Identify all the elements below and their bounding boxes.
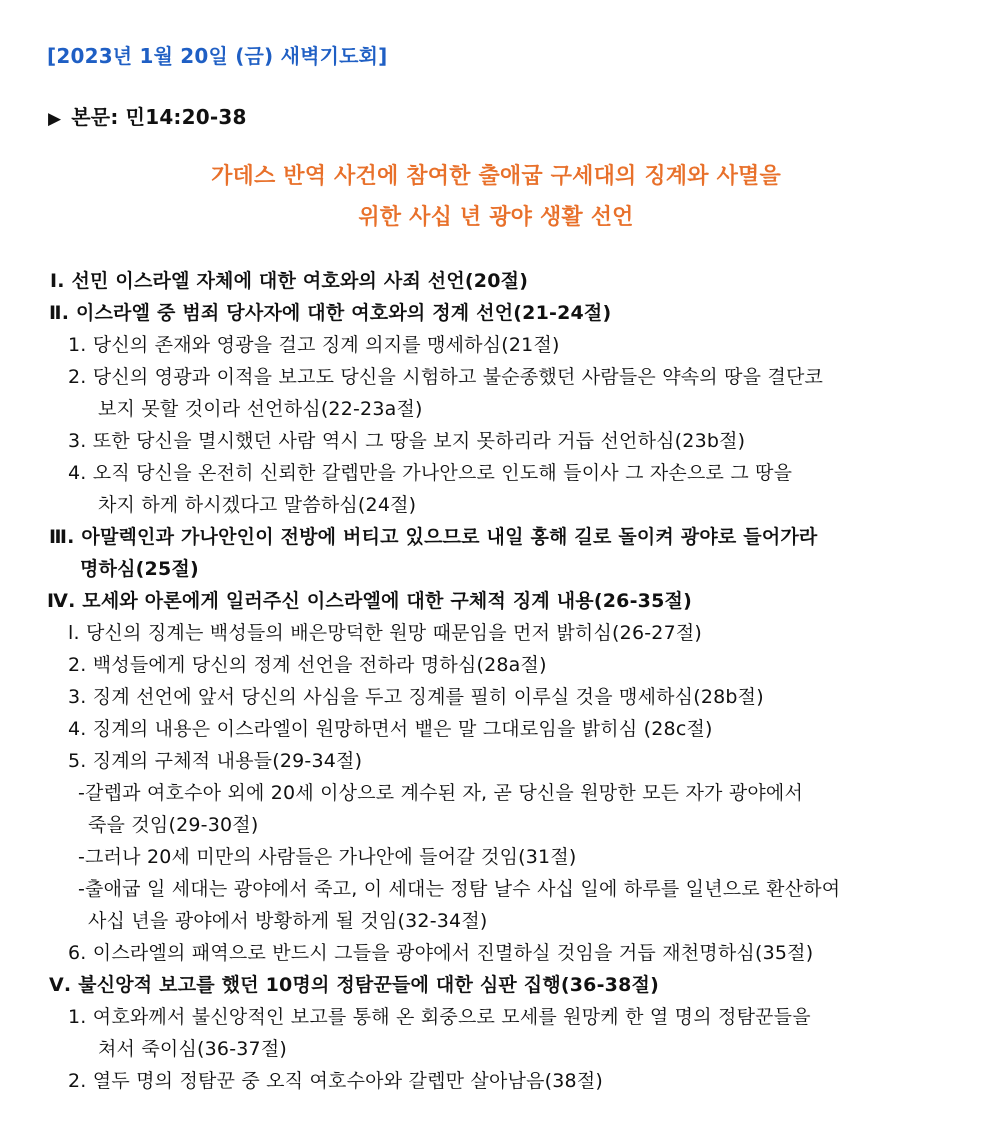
text-reference <box>48 105 247 131</box>
outline-item: 2. 열두 명의 정탐꾼 중 오직 여호수아와 갈렙만 살아남음(38절) <box>68 1070 603 1092</box>
outline-heading-1: Ⅰ. 선민 이스라엘 자체에 대한 여호와의 사죄 선언(20절) <box>50 270 529 292</box>
outline-item: 4. 징계의 내용은 이스라엘이 원망하면서 뱉은 말 그대로임을 밝히심 (28c절) <box>68 718 713 740</box>
sermon-title-line-1: 가데스 반역 사건에 참여한 출애굽 구세대의 징계와 사멸을 <box>211 164 781 189</box>
outline-heading-4: Ⅳ. 모세와 아론에게 일러주신 이스라엘에 대한 구체적 징계 내용(26-35절) <box>47 590 692 612</box>
text-reference-label: 본문: 민14:20-38 <box>71 105 247 129</box>
outline-item-continued: 차지 하게 하시겠다고 말씀하심(24절) <box>98 494 417 516</box>
outline-heading-5: Ⅴ. 불신앙적 보고를 했던 10명의 정탐꾼들에 대한 심판 집행(36-38절) <box>49 974 659 996</box>
outline-item: 4. 오직 당신을 온전히 신뢰한 갈렙만을 가나안으로 인도해 들이사 그 자손으로 그 땅을 <box>68 462 793 484</box>
outline-item: 3. 또한 당신을 멸시했던 사람 역시 그 땅을 보지 못하리라 거듭 선언하심(23b절) <box>68 430 746 452</box>
outline-subitem: -그러나 20세 미만의 사람들은 가나안에 들어갈 것임(31절) <box>78 846 577 868</box>
outline-subitem-continued: 사십 년을 광야에서 방황하게 될 것임(32-34절) <box>88 910 488 932</box>
outline-item: 5. 징계의 구체적 내용들(29-34절) <box>68 750 363 772</box>
outline-item-continued: 보지 못할 것이라 선언하심(22-23a절) <box>98 398 423 420</box>
outline-item: 2. 당신의 영광과 이적을 보고도 당신을 시험하고 불순종했던 사람들은 약속의 땅을 결단코 <box>68 366 824 388</box>
outline-item: 3. 징계 선언에 앞서 당신의 사심을 두고 징계를 필히 이루실 것을 맹세하심(28b절) <box>68 686 764 708</box>
outline-heading-3: Ⅲ. 아말렉인과 가나안인이 전방에 버티고 있으므로 내일 홍해 길로 돌이켜 광야로 들어가라 <box>49 526 818 548</box>
outline-item: 2. 백성들에게 당신의 정계 선언을 전하라 명하심(28a절) <box>68 654 547 676</box>
outline-item: 1. 당신의 존재와 영광을 걸고 징계 의지를 맹세하심(21절) <box>68 334 560 356</box>
triangle-right-icon: ▶ <box>48 109 62 129</box>
outline-item: 1. 여호와께서 불신앙적인 보고를 통해 온 회중으로 모세를 원망케 한 열 명의 정탐꾼들을 <box>68 1006 811 1028</box>
outline-subitem: -출애굽 일 세대는 광야에서 죽고, 이 세대는 정탐 날수 사십 일에 하루를 일년으로 환산하여 <box>78 878 841 900</box>
outline-subitem-continued: 죽을 것임(29-30절) <box>88 814 259 836</box>
outline-heading-2: Ⅱ. 이스라엘 중 범죄 당사자에 대한 여호와의 정계 선언(21-24절) <box>49 302 612 324</box>
outline-item: 6. 이스라엘의 패역으로 반드시 그들을 광야에서 진멸하실 것임을 거듭 재천명하심(35절) <box>68 942 814 964</box>
document-header: [2023년 1월 20일 (금) 새벽기도회] <box>47 44 388 68</box>
outline-item: l. 당신의 징계는 백성들의 배은망덕한 원망 때문임을 먼저 밝히심(26-27절) <box>68 622 703 644</box>
outline-item-continued: 쳐서 죽이심(36-37절) <box>98 1038 287 1060</box>
outline-subitem: -갈렙과 여호수아 외에 20세 이상으로 계수된 자, 곧 당신을 원망한 모든 자가 광야에서 <box>78 782 804 804</box>
outline-heading-continued: 명하심(25절) <box>80 558 199 580</box>
sermon-title-line-2: 위한 사십 년 광야 생활 선언 <box>358 205 634 230</box>
